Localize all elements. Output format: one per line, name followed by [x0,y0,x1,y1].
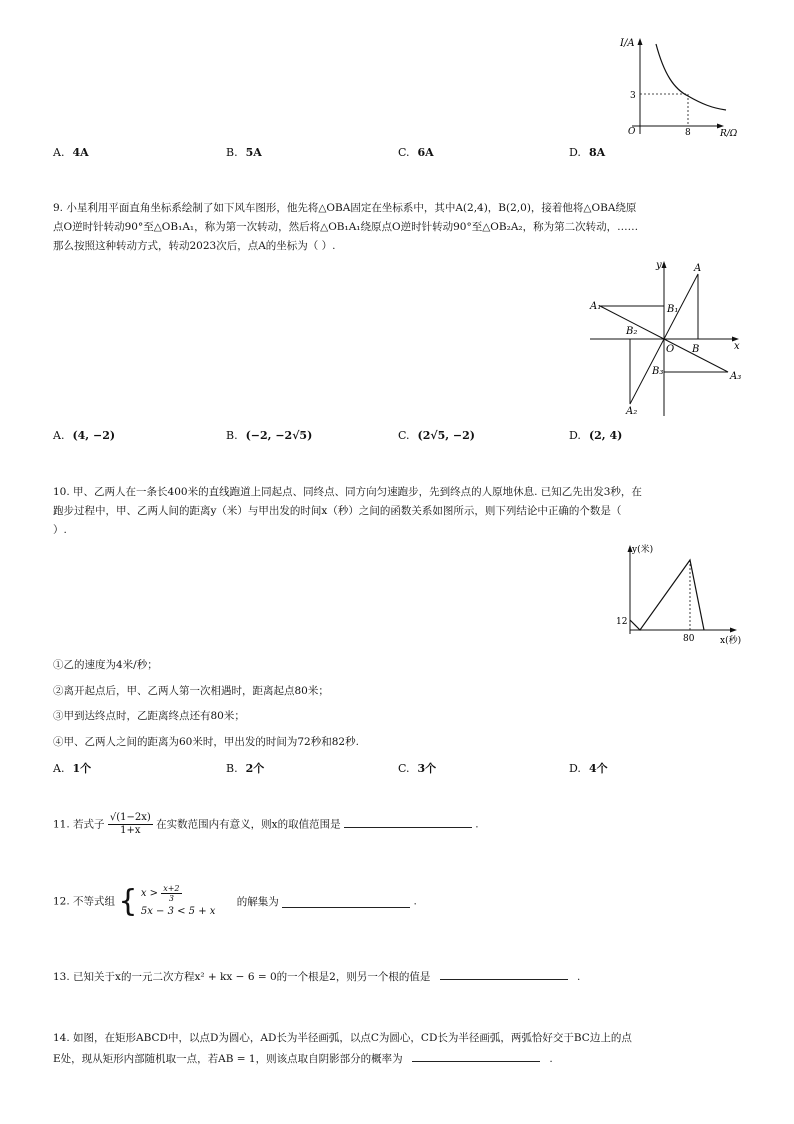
q10-option-c[interactable]: C. 3个 [398,762,437,775]
q10-option-d[interactable]: D. 4个 [569,762,608,775]
q8-y-tick: 3 [630,91,636,101]
q10-y-label: y(米) [632,545,654,555]
q8-option-d[interactable]: D. 8A [569,146,606,159]
q14-text-line2: E处，现从矩形内部随机取一点，若AB = 1，则该点取自阴影部分的概率为 . [53,1050,553,1069]
q9-option-c[interactable]: C. (2√5, −2) [398,429,476,442]
q10-statement-4: ④甲、乙两人之间的距离为60米时，甲出发的时间为72秒和82秒. [53,736,359,748]
q10-statement-2: ②离开起点后，甲、乙两人第一次相遇时，距离起点80米； [53,685,329,697]
q11-fraction: $\frac{√(1-2x)}{1+x}$ [109,812,151,836]
q9-label-a: A [694,263,702,274]
q9-label-a2: A₂ [626,406,638,417]
q12-fraction: $\frac{x+2}{3}$ [163,884,180,903]
q10-statement-3: ③甲到达终点时，乙距离终点还有80米； [53,710,245,722]
q10-y-tick: 12 [616,617,628,627]
q9-label-b1: B₁ [667,304,679,315]
q13-answer-blank[interactable] [440,968,568,980]
q8-origin: O [628,127,636,137]
q9-label-x: x [734,341,740,352]
q9-label-b2: B₂ [626,326,638,337]
q8-y-label: I/A [620,38,635,49]
q12-inequality-1: x > $\frac{x+2}{3}$ [140,884,180,903]
q9-option-b[interactable]: B. (−2, −2√5) [226,429,313,442]
q11-answer-blank[interactable] [344,816,472,828]
q9-text-line3: 那么按照这种转动方式，转动2023次后，点A的坐标为（ ）. [53,240,336,252]
q10-option-a[interactable]: A. 1个 [53,762,92,775]
q8-option-b[interactable]: B. 5A [226,146,262,159]
q9-label-b: B [692,344,700,355]
q8-option-a[interactable]: A. 4A [53,146,89,159]
q9-windmill-graph [586,256,746,418]
q8-x-label: R/Ω [720,129,738,139]
q8-option-c[interactable]: C. 6A [398,146,434,159]
q9-text-line2: 点O逆时针转动90°至△OB₁A₁，称为第一次转动，然后将△OB₁A₁绕原点O逆时针转动90°至△OB₂A₂，称为第二次转动，…… [53,221,639,233]
q9-label-a3: A₃ [730,371,742,382]
q12-inequality-2: 5x − 3 < 5 + x [140,906,216,917]
q14-text-line1: 14. 如图，在矩形ABCD中，以点D为圆心，AD长为半径画弧，以点C为圆心，CD长为半径画弧，两弧恰好交于BC边上的点 [53,1032,632,1044]
q9-text-line1: 9. 小星利用平面直角坐标系绘制了如下风车图形，他先将△OBA固定在坐标系中，其中A(2,4)，B(2,0)，接着他将△OBA绕原 [53,202,637,214]
q12: 12. 不等式组 { x > $\frac{x+2}{3}$ 5x − 3 < 5 + x 的解集为 . [53,884,417,919]
q10-statement-1: ①乙的速度为4米/秒； [53,659,158,671]
q9-label-a1: A₁ [590,301,602,312]
q10-option-b[interactable]: B. 2个 [226,762,265,775]
q8-x-tick: 8 [685,128,691,138]
q10-text-line2: 跑步过程中，甲、乙两人间的距离y（米）与甲出发的时间x（秒）之间的函数关系如图所示，则下列结论中正确的个数是（ [53,505,622,517]
q10-text-line1: 10. 甲、乙两人在一条长400米的直线跑道上同起点、同终点、同方向匀速跑步，先到终点的人原地休息. 已知乙先出发3秒，在 [53,486,642,498]
q14-answer-blank[interactable] [412,1050,540,1062]
q12-brace: { [118,884,138,919]
q9-label-y: y [656,260,662,271]
q10-x-label: x(秒) [720,636,742,646]
q10-graph [612,540,752,648]
q9-label-o: O [666,344,675,355]
q11: 11. 若式子 $\frac{√(1-2x)}{1+x}$ 在实数范围内有意义，则x的取值范围是 . [53,812,479,836]
q9-option-d[interactable]: D. (2, 4) [569,429,623,442]
q9-label-b3: B₃ [652,366,664,377]
q10-text-line3: ）. [53,524,67,536]
q9-option-a[interactable]: A. (4, −2) [53,429,116,442]
q8-graph [612,34,746,142]
q13: 13. 已知关于x的一元二次方程x² + kx − 6 = 0的一个根是2，则另一个根的值是 . [53,968,580,987]
q12-answer-blank[interactable] [282,896,410,908]
q10-x-tick: 80 [683,634,695,644]
